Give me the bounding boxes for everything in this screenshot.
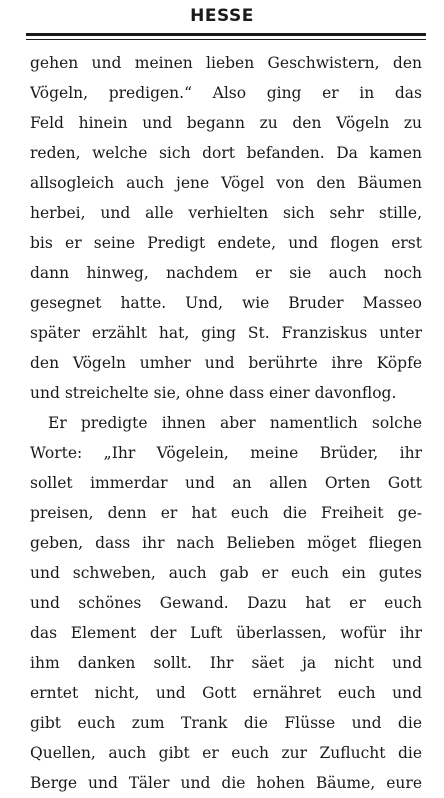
running-head: HESSE: [190, 6, 254, 26]
text-line: das Element der Luft überlassen, wofür ihr: [30, 624, 422, 642]
text-line: Vögeln, predigen.“ Also ging er in das: [30, 84, 422, 102]
paragraph-first-line: Er predigte ihnen aber namentlich solche: [48, 414, 422, 432]
text-line: dann hinweg, nachdem er sie auch noch: [30, 264, 422, 282]
text-line: Quellen, auch gibt er euch zur Zuflucht die: [30, 744, 422, 762]
text-line: Berge und Täler und die hohen Bäume, eure: [30, 774, 422, 792]
header-rule-thick: [26, 33, 426, 36]
text-line: bis er seine Predigt endete, und flogen erst: [30, 234, 422, 252]
text-line: und schweben, auch gab er euch ein gutes: [30, 564, 422, 582]
paragraph-last-line: und streichelte sie, ohne dass einer davonflog.: [30, 384, 397, 402]
text-line: gehen und meinen lieben Geschwistern, den: [30, 54, 422, 72]
body-text: [30, 48, 422, 798]
text-line: den Vögeln umher und berührte ihre Köpfe: [30, 354, 422, 372]
text-line: Worte: „Ihr Vögelein, meine Brüder, ihr: [30, 444, 422, 462]
text-line: und schönes Gewand. Dazu hat er euch: [30, 594, 422, 612]
text-line: gesegnet hatte. Und, wie Bruder Masseo: [30, 294, 422, 312]
text-line: sollet immerdar und an allen Orten Gott: [30, 474, 422, 492]
text-line: später erzählt hat, ging St. Franziskus unter: [30, 324, 422, 342]
text-line: gibt euch zum Trank die Flüsse und die: [30, 714, 422, 732]
text-line: erntet nicht, und Gott ernähret euch und: [30, 684, 422, 702]
text-line: herbei, und alle verhielten sich sehr stille,: [30, 204, 422, 222]
text-line: allsogleich auch jene Vögel von den Bäumen: [30, 174, 422, 192]
text-line: ihm danken sollt. Ihr säet ja nicht und: [30, 654, 422, 672]
text-line: geben, dass ihr nach Belieben möget fliegen: [30, 534, 422, 552]
text-line: preisen, denn er hat euch die Freiheit ge-: [30, 504, 422, 522]
text-line: reden, welche sich dort befanden. Da kamen: [30, 144, 422, 162]
text-line: Feld hinein und begann zu den Vögeln zu: [30, 114, 422, 132]
header-rule-thin: [26, 39, 426, 40]
